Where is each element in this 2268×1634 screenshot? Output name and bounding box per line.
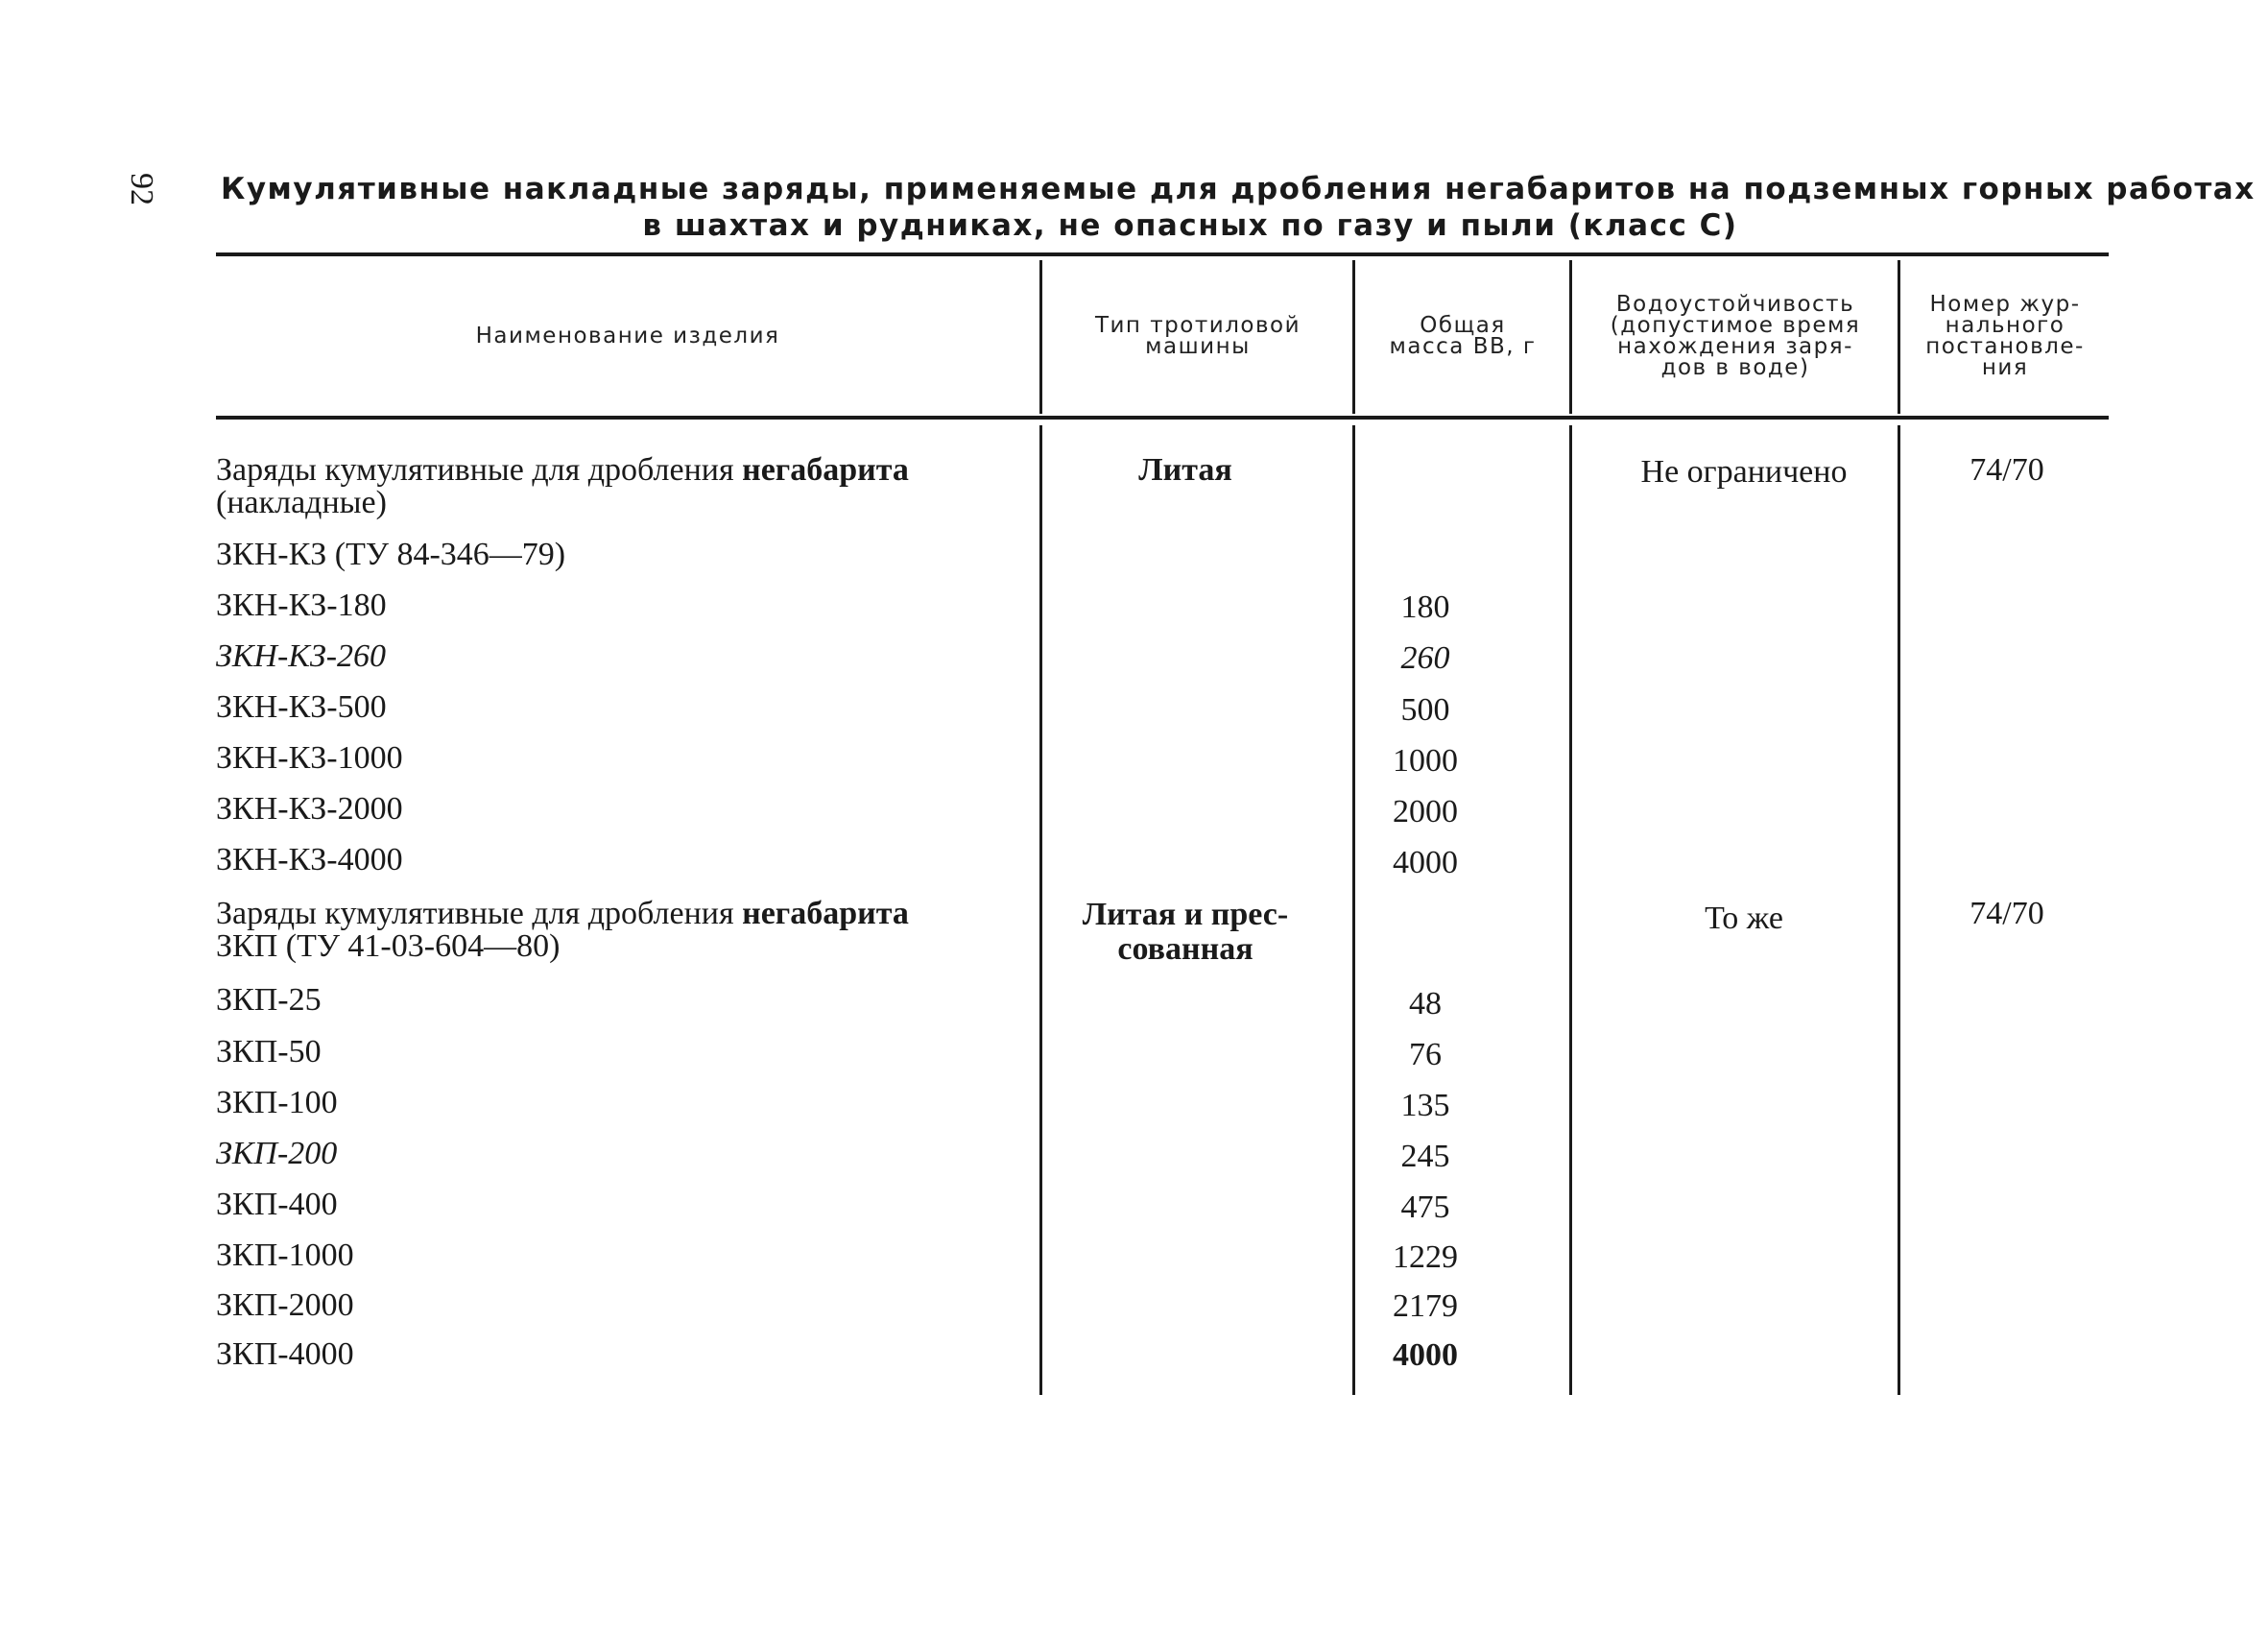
row-mass: 245 [1400,1139,1450,1174]
group-water-resistance: Не ограничено [1640,454,1848,490]
header-divider [1039,260,1042,414]
header-type-line: Тип тротиловой [1094,313,1301,338]
header-water-line: нахождения заря- [1617,334,1853,359]
group-name-line2: (накладные) [216,485,387,520]
group-name: Заряды кумулятивные для дробления негабарита [216,452,909,488]
row-mass: 500 [1400,692,1450,728]
row-name: ЗКП-2000 [216,1287,354,1323]
group-water-resistance: То же [1705,901,1783,936]
row-mass: 4000 [1393,845,1458,880]
row-name: ЗКП-1000 [216,1238,354,1273]
row-mass: 135 [1400,1088,1450,1123]
row-name: ЗКН-КЗ-180 [216,588,387,623]
row-name: ЗКП-50 [216,1034,322,1069]
header-type-line: машины [1145,334,1251,359]
row-mass: 48 [1409,986,1442,1021]
row-mass: 475 [1400,1189,1450,1225]
row-name: ЗКН-КЗ-1000 [216,740,403,776]
row-mass: 4000 [1393,1337,1458,1373]
header-name-text: Наименование изделия [475,324,780,348]
row-mass: 2000 [1393,794,1458,829]
header-bottom-rule [216,416,2109,420]
row-name: ЗКН-КЗ-260 [216,638,387,674]
group-name: Заряды кумулятивные для дробления негабарита [216,896,909,931]
body-divider [1569,425,1572,1395]
header-journal-line: нального [1945,313,2065,338]
header-divider [1352,260,1355,414]
row-name: ЗКН-КЗ (ТУ 84-346—79) [216,537,566,572]
header-mass [1356,260,1569,412]
header-divider [1898,260,1900,414]
row-mass: 2179 [1393,1288,1458,1324]
group-type-line: Литая и прес- [1082,897,1289,932]
charges-table [216,252,2109,1405]
header-water-line: дов в воде) [1660,355,1810,380]
group-journal-number: 74/70 [1970,452,2044,488]
group-journal-number: 74/70 [1970,896,2044,931]
row-name: ЗКП-100 [216,1085,338,1120]
title-line-1: Кумулятивные накладные заряды, применяемые для дробления негабаритов на подземных горных работах [221,172,2256,206]
row-name: ЗКН-КЗ-500 [216,689,387,725]
page-number: 92 [124,173,159,205]
header-mass-line: Общая [1420,313,1506,338]
row-name: ЗКП-25 [216,982,322,1018]
header-type [1043,260,1352,412]
group-type [1041,898,1329,967]
header-name [216,260,1039,412]
row-mass: 180 [1400,589,1450,625]
page-title [221,171,2256,244]
header-mass-line: масса ВВ, г [1389,334,1537,359]
header-water-line: Водоустойчивость [1615,292,1855,317]
row-mass: 76 [1409,1037,1442,1072]
row-mass: 1229 [1393,1239,1458,1275]
group-type-line: сованная [1117,931,1253,967]
header-journal [1901,260,2109,412]
group-name-line2: ЗКП (ТУ 41-03-604—80) [216,928,561,964]
header-journal-line: ния [1981,355,2029,380]
group-type: Литая [1138,452,1232,488]
header-water [1573,260,1898,412]
row-name: ЗКП-200 [216,1136,338,1171]
row-name: ЗКН-КЗ-2000 [216,791,403,827]
header-journal-line: постановле- [1925,334,2085,359]
header-journal-line: Номер жур- [1929,292,2081,317]
row-name: ЗКП-400 [216,1187,338,1222]
header-divider [1569,260,1572,414]
row-name: ЗКН-КЗ-4000 [216,842,403,877]
table-top-rule [216,252,2109,256]
row-mass: 1000 [1393,743,1458,779]
header-water-line: (допустимое время [1610,313,1861,338]
row-name: ЗКП-4000 [216,1336,354,1372]
row-mass: 260 [1400,640,1450,676]
title-line-2: в шахтах и рудниках, не опасных по газу и пыли (класс С) [642,208,1738,243]
